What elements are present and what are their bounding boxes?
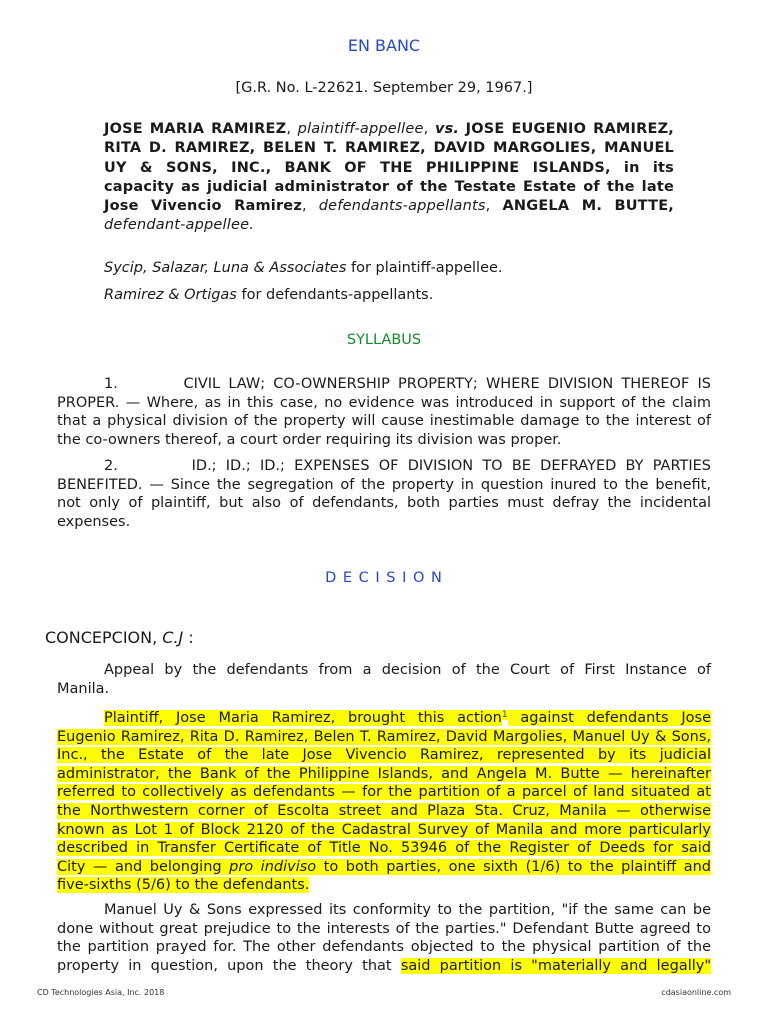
body-p2-line-1b: against defendants Jose bbox=[507, 710, 711, 726]
ponente-title: C.J bbox=[162, 628, 184, 647]
body-p2-line-6: the Northwestern corner of Escolta street and Plaza Sta. Cruz, Manila — otherwise bbox=[57, 802, 711, 819]
plaintiff-name: JOSE MARIA RAMIREZ bbox=[104, 121, 287, 137]
syllabus-heading: SYLLABUS bbox=[346, 332, 422, 348]
body-p2-line-2: Eugenio Ramirez, Rita D. Ramirez, Belen T. Ramirez, David Margolies, Manuel Uy & Sons, bbox=[57, 728, 711, 745]
syllabus-item-2 bbox=[57, 457, 711, 531]
case-citation: [G.R. No. L-22621. September 29, 1967.] bbox=[235, 80, 533, 96]
plaintiff-role: plaintiff-appellee bbox=[297, 121, 424, 137]
counsel-defendants-for: for defendants-appellants. bbox=[236, 287, 434, 303]
body-p2-line-9b: to both parties, one sixth (1/6) to the plaintiff and bbox=[316, 858, 712, 875]
body-p2-line-4: administrator, the Bank of the Philippine Islands, and Angela M. Butte — hereinafter bbox=[57, 765, 711, 782]
body-p2-line-10: five-sixths (5/6) to the defendants. bbox=[57, 877, 310, 894]
body-p2-line-3: Inc., the Estate of the late Jose Vivencio Ramirez, represented by its judicial bbox=[57, 747, 711, 764]
body-paragraph-1 bbox=[57, 661, 711, 698]
syllabus-1-line-2: PROPER. — Where, as in this case, no evidence was introduced in support of the claim bbox=[57, 394, 711, 411]
counsel-defendants-firm: Ramirez & Ortigas bbox=[104, 287, 237, 303]
footer-publisher: CD Technologies Asia, Inc. 2018 bbox=[37, 988, 165, 997]
body-p2-pro-indiviso: pro indiviso bbox=[229, 858, 317, 875]
body-p2-line-7: known as Lot 1 of Block 2120 of the Cadastral Survey of Manila and more particularly bbox=[57, 821, 711, 838]
body-p2-line-8: described in Transfer Certificate of Title No. 53946 of the Register of Deeds for said bbox=[57, 840, 711, 857]
counsel-plaintiff-firm: Sycip, Salazar, Luna & Associates bbox=[104, 260, 347, 276]
body-p2-line-9a: City — and belonging bbox=[57, 858, 230, 875]
footnote-1-link[interactable]: 1 bbox=[501, 710, 508, 720]
counsel-plaintiff bbox=[104, 260, 503, 276]
case-parties: JOSE MARIA RAMIREZ, plaintiff-appellee, vs. JOSE EUGENIO RAMIREZ, RITA D. RAMIREZ, BELEN T. RAMIREZ, DAVID MARGOLIES, MANUEL UY & SONS, INC., BANK OF THE PHILIPPINE ISLANDS, in its capacity as judicial administrator of the Testate Estate of the late Jose Vivencio Ramirez, defendants-appellants, ANGELA M. BUTTE, defendant-appellee. bbox=[104, 121, 675, 234]
body-p2-line-1a: Plaintiff, Jose Maria Ramirez, brought this action bbox=[104, 710, 502, 726]
syllabus-2-line-3: not only of plaintiff, but also of defendants, both parties must defray the incidental bbox=[57, 495, 711, 512]
court-division: EN BANC bbox=[347, 36, 421, 55]
ponente bbox=[45, 628, 194, 647]
defendants-line-2: RITA D. RAMIREZ, BELEN T. RAMIREZ, DAVID MARGOLIES, MANUEL bbox=[104, 140, 674, 157]
footer-website: cdasiaonline.com bbox=[661, 988, 731, 997]
body-p3-line-2: done without great prejudice to the interests of the parties." Defendant Butte agreed to bbox=[57, 920, 711, 937]
counsel-defendants bbox=[104, 287, 433, 303]
body-p3-line-4-highlight: said partition is "materially and legally" bbox=[400, 957, 711, 974]
body-paragraph-2 bbox=[57, 706, 711, 895]
syllabus-item-1 bbox=[57, 375, 711, 449]
body-p3-line-1: Manuel Uy & Sons expressed its conformity to the partition, "if the same can be bbox=[104, 902, 711, 918]
body-p3-line-3: the partition prayed for. The other defendants objected to the physical partition of the bbox=[57, 939, 711, 956]
versus: vs. bbox=[434, 121, 460, 137]
body-p1-line-1: Appeal by the defendants from a decision of the Court of First Instance of bbox=[104, 662, 711, 678]
body-p2-line-5: referred to collectively as defendants — for the partition of a parcel of land situated at bbox=[57, 784, 711, 801]
syllabus-1-line-4: the co-owners thereof, a court order requiring its division was proper. bbox=[57, 431, 562, 448]
body-p1-line-2: Manila. bbox=[57, 680, 110, 697]
ponente-colon: : bbox=[183, 628, 194, 647]
appellee-name: ANGELA M. BUTTE, bbox=[502, 198, 675, 215]
body-p3-line-4a: property in question, upon the theory that bbox=[57, 957, 401, 974]
defendants-role: defendants-appellants bbox=[318, 198, 486, 215]
syllabus-2-line-4: expenses. bbox=[57, 513, 131, 530]
syllabus-2-line-2: BENEFITED. — Since the segregation of the property in question inured to the benefit, bbox=[57, 476, 711, 493]
defendants-line-5: Jose Vivencio Ramirez bbox=[104, 198, 302, 215]
syllabus-1-line-1: 1. CIVIL LAW; CO-OWNERSHIP PROPERTY; WHERE DIVISION THEREOF IS bbox=[104, 376, 711, 392]
defendants-line-4: capacity as judicial administrator of the Testate Estate of the late bbox=[104, 178, 674, 195]
ponente-name: CONCEPCION, bbox=[45, 628, 158, 647]
body-paragraph-3 bbox=[57, 901, 711, 975]
appellee-role: defendant-appellee. bbox=[104, 217, 255, 234]
defendants-line-1: JOSE EUGENIO RAMIREZ, bbox=[465, 121, 675, 137]
counsel-plaintiff-for: for plaintiff-appellee. bbox=[346, 260, 503, 276]
syllabus-1-line-3: that a physical division of the property will cause inestimable damage to the interest of bbox=[57, 413, 711, 430]
defendants-line-3: UY & SONS, INC., BANK OF THE PHILIPPINE ISLANDS, in its bbox=[104, 159, 674, 176]
decision-heading: D E C I S I O N bbox=[325, 570, 443, 586]
syllabus-2-line-1: 2. ID.; ID.; ID.; EXPENSES OF DIVISION TO BE DEFRAYED BY PARTIES bbox=[104, 458, 711, 474]
